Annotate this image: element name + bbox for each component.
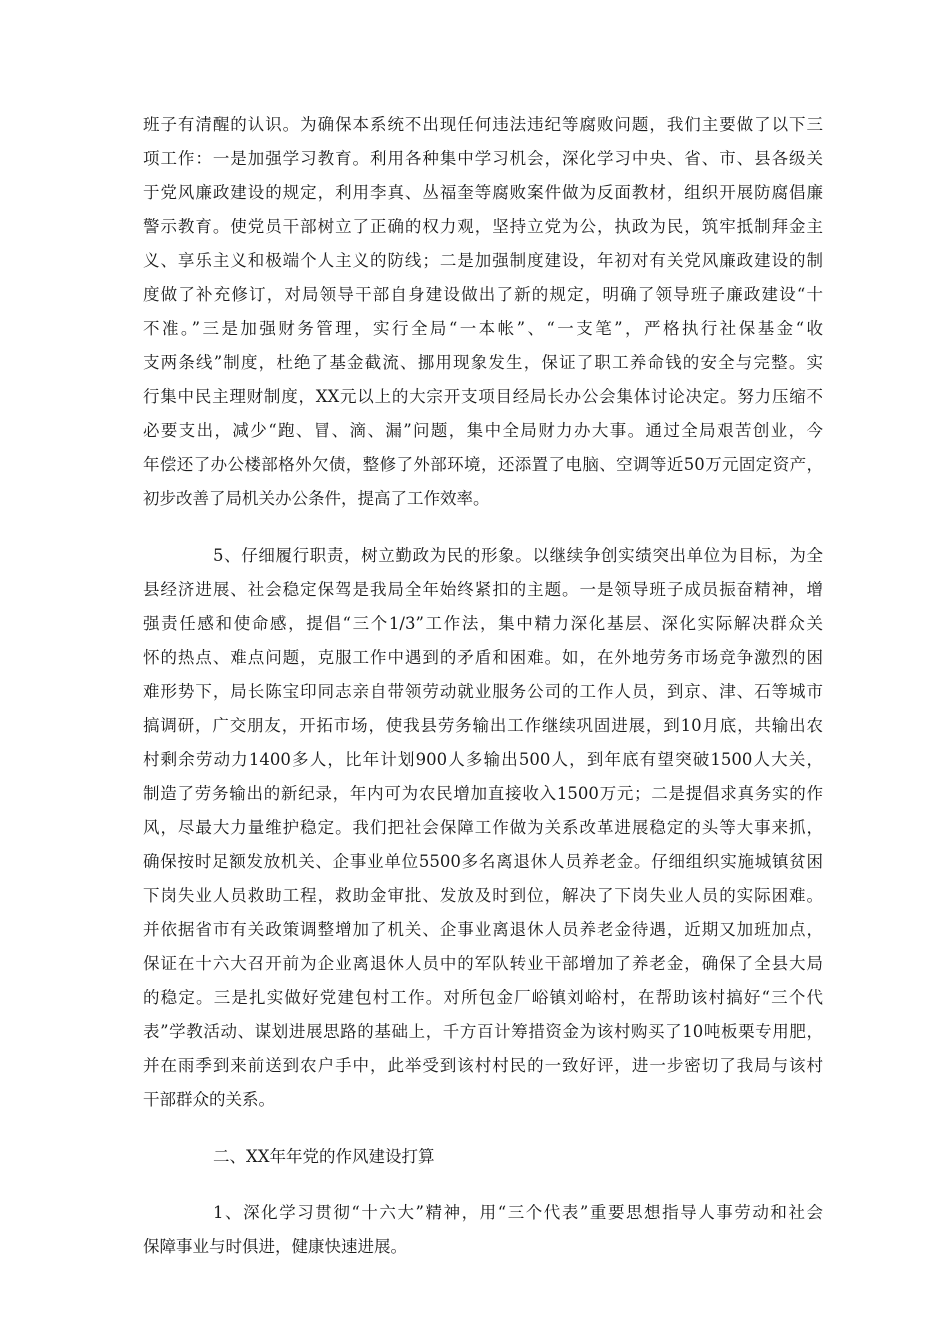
text-line: 5、仔细履行职责，树立勤政为民的形象。以继续争创实绩突出单位为目标，为全 [213, 546, 823, 565]
text-line: 干部群众的关系。 [143, 1090, 275, 1109]
text-line: 1、深化学习贯彻“十六大”精神，用“三个代表”重要思想指导人事劳动和社会 [213, 1203, 823, 1222]
section-heading: 二、XX年年党的作风建设打算 [213, 1147, 435, 1166]
text-line: 项工作：一是加强学习教育。利用各种集中学习机会，深化学习中央、省、市、县各级关 [143, 149, 823, 168]
text-line: 的稳定。三是扎实做好党建包村工作。对所包金厂峪镇刘峪村，在帮助该村搞好“三个代 [143, 988, 823, 1007]
text-line: 强责任感和使命感，提倡“三个1/3”工作法，集中精力深化基层、深化实际解决群众关 [143, 614, 823, 633]
text-line: 确保按时足额发放机关、企事业单位5500多名离退休人员养老金。仔细组织实施城镇贫困 [143, 852, 823, 871]
text-line: 警示教育。使党员干部树立了正确的权力观，坚持立党为公，执政为民，筑牢抵制拜金主 [143, 217, 823, 236]
text-line: 度做了补充修订，对局领导干部自身建设做出了新的规定，明确了领导班子廉政建设“十 [143, 285, 823, 304]
text-line: 表”学教活动、谋划进展思路的基础上，千方百计筹措资金为该村购买了10吨板栗专用肥， [143, 1022, 823, 1041]
text-line: 村剩余劳动力1400多人，比年计划900人多输出500人，到年底有望突破1500人大关， [143, 750, 823, 769]
text-line: 并依据省市有关政策调整增加了机关、企事业离退休人员养老金待遇，近期又加班加点， [143, 920, 823, 939]
text-line: 初步改善了局机关办公条件，提高了工作效率。 [143, 489, 490, 508]
text-line: 难形势下，局长陈宝印同志亲自带领劳动就业服务公司的工作人员，到京、津、石等城市 [143, 682, 823, 701]
text-line: 保证在十六大召开前为企业离退休人员中的军队转业干部增加了养老金，确保了全县大局 [143, 954, 823, 973]
text-line: 下岗失业人员救助工程，救助金审批、发放及时到位，解决了下岗失业人员的实际困难。 [143, 886, 823, 905]
text-line: 制造了劳务输出的新纪录，年内可为农民增加直接收入1500万元；二是提倡求真务实的作 [143, 784, 823, 803]
text-line: 必要支出，减少“跑、冒、滴、漏”问题，集中全局财力办大事。通过全局艰苦创业，今 [143, 421, 823, 440]
text-line: 于党风廉政建设的规定，利用李真、丛福奎等腐败案件做为反面教材，组织开展防腐倡廉 [143, 183, 823, 202]
text-line: 支两条线”制度，杜绝了基金截流、挪用现象发生，保证了职工养命钱的安全与完整。实 [143, 353, 823, 372]
text-line: 年偿还了办公楼部格外欠债，整修了外部环境，还添置了电脑、空调等近50万元固定资产， [143, 455, 823, 474]
text-line: 搞调研，广交朋友，开拓市场，使我县劳务输出工作继续巩固进展，到10月底，共输出农 [143, 716, 823, 735]
text-line: 行集中民主理财制度，XX元以上的大宗开支项目经局长办公会集体讨论决定。努力压缩不 [143, 387, 823, 406]
text-line: 班子有清醒的认识。为确保本系统不出现任何违法违纪等腐败问题，我们主要做了以下三 [143, 115, 823, 134]
text-line: 保障事业与时俱进，健康快速进展。 [143, 1237, 407, 1256]
text-line: 不准。”三是加强财务管理，实行全局“一本帐”、“一支笔”，严格执行社保基金“收 [143, 319, 823, 338]
text-line: 县经济进展、社会稳定保驾是我局全年始终紧扣的主题。一是领导班子成员振奋精神，增 [143, 580, 823, 599]
text-line: 并在雨季到来前送到农户手中，此举受到该村村民的一致好评，进一步密切了我局与该村 [143, 1056, 823, 1075]
text-line: 怀的热点、难点问题，克服工作中遇到的矛盾和困难。如，在外地劳务市场竞争激烈的困 [143, 648, 823, 667]
text-line: 义、享乐主义和极端个人主义的防线；二是加强制度建设，年初对有关党风廉政建设的制 [143, 251, 823, 270]
text-line: 风，尽最大力量维护稳定。我们把社会保障工作做为关系改革进展稳定的头等大事来抓， [143, 818, 823, 837]
